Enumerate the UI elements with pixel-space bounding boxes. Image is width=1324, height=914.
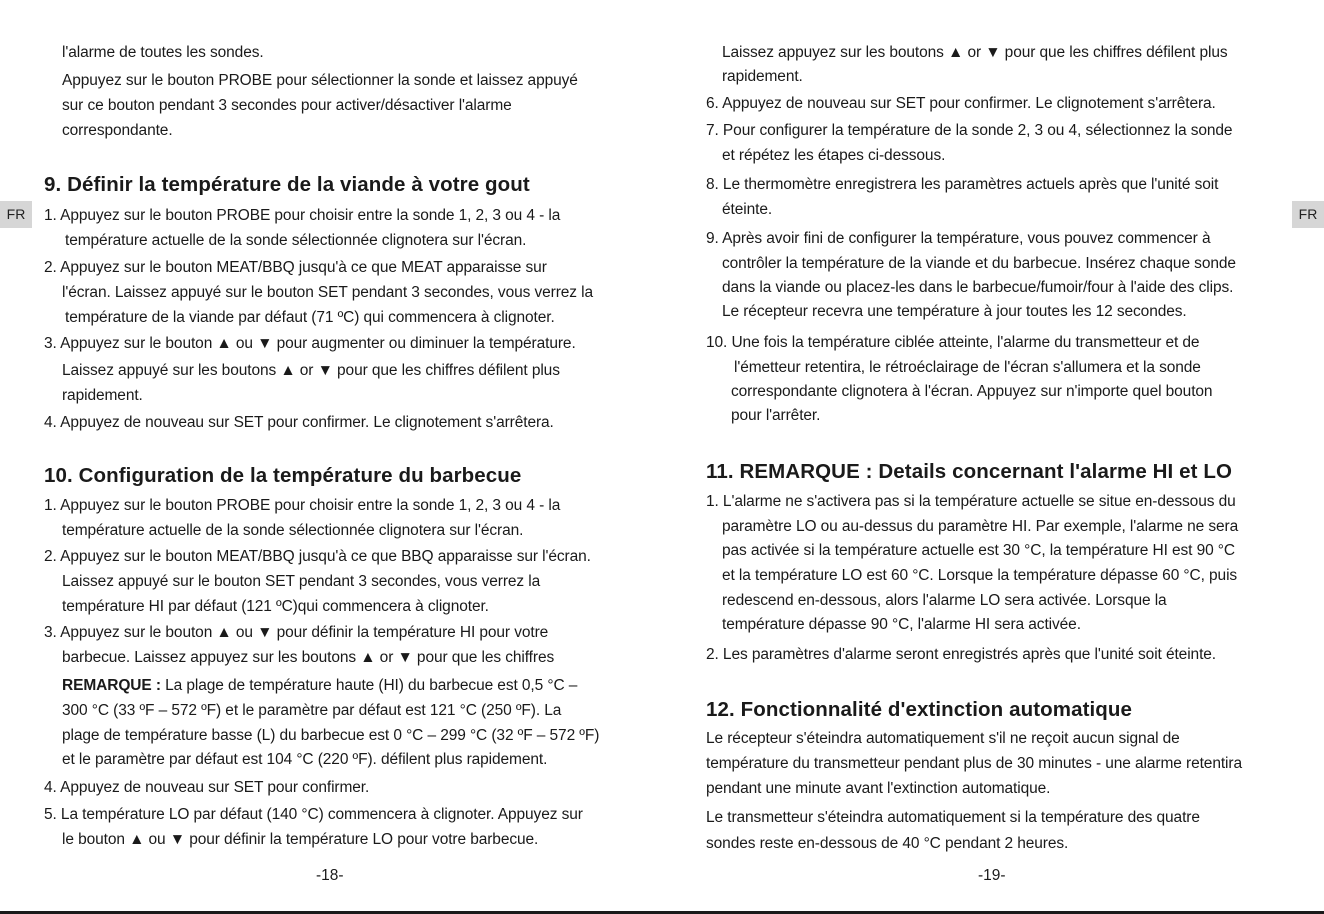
list-item-line: rapidement. [62, 387, 143, 404]
list-item-line: 8. Le thermomètre enregistrera les paramètres actuels après que l'unité soit [706, 176, 1219, 193]
list-item-line: pour l'arrêter. [731, 407, 821, 424]
list-item-line: correspondante clignotera à l'écran. Appuyez sur n'importe quel bouton [731, 383, 1213, 400]
section-heading-9: 9. Définir la température de la viande à votre gout [44, 173, 530, 196]
body-text-line: Laissez appuyez sur les boutons ▲ or ▼ pour que les chiffres défilent plus [722, 44, 1228, 61]
list-item-line: 9. Après avoir fini de configurer la température, vous pouvez commencer à [706, 230, 1211, 247]
list-item-line: Le récepteur recevra une température à jour toutes les 12 secondes. [722, 303, 1187, 320]
list-item-line: l'émetteur retentira, le rétroéclairage de l'écran s'allumera et la sonde [734, 359, 1201, 376]
section-heading-10: 10. Configuration de la température du barbecue [44, 464, 522, 487]
remark-line: 300 °C (33 ºF – 572 ºF) et le paramètre par défaut est 121 °C (250 ºF). La [62, 702, 562, 719]
remark-text: La plage de température haute (HI) du barbecue est 0,5 °C – [160, 677, 578, 694]
list-item-line: 5. La température LO par défaut (140 °C) commencera à clignoter. Appuyez sur [44, 806, 583, 823]
list-item-line: 2. Appuyez sur le bouton MEAT/BBQ jusqu'à ce que MEAT apparaisse sur [44, 259, 547, 276]
list-item-line: 4. Appuyez de nouveau sur SET pour confirmer. [44, 779, 370, 796]
language-tab-left: FR [0, 201, 32, 228]
body-text-line: correspondante. [62, 122, 173, 139]
page-number-right: -19- [978, 867, 1006, 884]
list-item-line: 3. Appuyez sur le bouton ▲ ou ▼ pour augmenter ou diminuer la température. [44, 335, 576, 352]
list-item-line: 1. Appuyez sur le bouton PROBE pour choisir entre la sonde 1, 2, 3 ou 4 - la [44, 497, 561, 514]
list-item-line: redescend en-dessous, alors l'alarme LO sera activée. Lorsque la [722, 592, 1167, 609]
list-item-line: 2. Les paramètres d'alarme seront enregistrés après que l'unité soit éteinte. [706, 646, 1216, 663]
list-item-line: 1. L'alarme ne s'activera pas si la température actuelle se situe en-dessous du [706, 493, 1236, 510]
list-item-line: 1. Appuyez sur le bouton PROBE pour choisir entre la sonde 1, 2, 3 ou 4 - la [44, 207, 561, 224]
list-item-line: température actuelle de la sonde sélectionnée clignotera sur l'écran. [65, 232, 527, 249]
list-item-line: 4. Appuyez de nouveau sur SET pour confirmer. Le clignotement s'arrêtera. [44, 414, 554, 431]
remark-line: plage de température basse (L) du barbecue est 0 °C – 299 °C (32 ºF – 572 ºF) [62, 727, 600, 744]
remark-label: REMARQUE : [62, 677, 161, 694]
list-item-line: éteinte. [722, 201, 773, 218]
list-item-line: température HI par défaut (121 ºC)qui commencera à clignoter. [62, 598, 489, 615]
body-text-line: Appuyez sur le bouton PROBE pour sélectionner la sonde et laissez appuyé [62, 72, 578, 89]
section-heading-12: 12. Fonctionnalité d'extinction automatique [706, 698, 1133, 721]
body-text-line: Le récepteur s'éteindra automatiquement s'il ne reçoit aucun signal de [706, 730, 1180, 747]
list-item-line: dans la viande ou placez-les dans le barbecue/fumoir/four à l'aide des clips. [722, 279, 1234, 296]
list-item-line: température de la viande par défaut (71 ºC) qui commencera à clignoter. [65, 309, 555, 326]
section-heading-11: 11. REMARQUE : Details concernant l'alarme HI et LO [706, 460, 1233, 483]
list-item-line: l'écran. Laissez appuyé sur le bouton SET pendant 3 secondes, vous verrez la [62, 284, 594, 301]
body-text-line: Le transmetteur s'éteindra automatiquement si la température des quatre [706, 809, 1200, 826]
list-item-line: 10. Une fois la température ciblée atteinte, l'alarme du transmetteur et de [706, 334, 1200, 351]
body-text-line: sondes reste en-dessous de 40 °C pendant 2 heures. [706, 835, 1069, 852]
list-item-line: 3. Appuyez sur le bouton ▲ ou ▼ pour définir la température HI pour votre [44, 624, 549, 641]
list-item-line: température dépasse 90 °C, l'alarme HI sera activée. [722, 616, 1081, 633]
list-item-line: température actuelle de la sonde sélectionnée clignotera sur l'écran. [62, 522, 524, 539]
list-item-line: pas activée si la température actuelle est 30 °C, la température HI est 90 °C [722, 542, 1236, 559]
list-item-line: 6. Appuyez de nouveau sur SET pour confirmer. Le clignotement s'arrêtera. [706, 95, 1216, 112]
list-item-line: Laissez appuyé sur les boutons ▲ or ▼ pour que les chiffres défilent plus [62, 362, 560, 379]
body-text-line: température du transmetteur pendant plus de 30 minutes - une alarme retentira [706, 755, 1242, 772]
list-item-line: paramètre LO ou au-dessus du paramètre HI. Par exemple, l'alarme ne sera [722, 518, 1239, 535]
list-item-line: 2. Appuyez sur le bouton MEAT/BBQ jusqu'à ce que BBQ apparaisse sur l'écran. [44, 548, 591, 565]
page-number-left: -18- [316, 867, 344, 884]
remark-line [62, 676, 577, 696]
body-text-line: pendant une minute avant l'extinction automatique. [706, 780, 1051, 797]
list-item-line: barbecue. Laissez appuyez sur les boutons ▲ or ▼ pour que les chiffres [62, 649, 555, 666]
body-text-line: rapidement. [722, 68, 803, 85]
list-item-line: 7. Pour configurer la température de la sonde 2, 3 ou 4, sélectionnez la sonde [706, 122, 1233, 139]
body-text-line: sur ce bouton pendant 3 secondes pour activer/désactiver l'alarme [62, 97, 512, 114]
list-item-line: le bouton ▲ ou ▼ pour définir la température LO pour votre barbecue. [62, 831, 539, 848]
list-item-line: et répétez les étapes ci-dessous. [722, 147, 946, 164]
body-text-line: l'alarme de toutes les sondes. [62, 44, 264, 61]
list-item-line: contrôler la température de la viande et du barbecue. Insérez chaque sonde [722, 255, 1236, 272]
language-tab-right: FR [1292, 201, 1324, 228]
remark-line: et le paramètre par défaut est 104 °C (220 ºF). défilent plus rapidement. [62, 751, 548, 768]
list-item-line: Laissez appuyé sur le bouton SET pendant 3 secondes, vous verrez la [62, 573, 541, 590]
list-item-line: et la température LO est 60 °C. Lorsque la température dépasse 60 °C, puis [722, 567, 1238, 584]
